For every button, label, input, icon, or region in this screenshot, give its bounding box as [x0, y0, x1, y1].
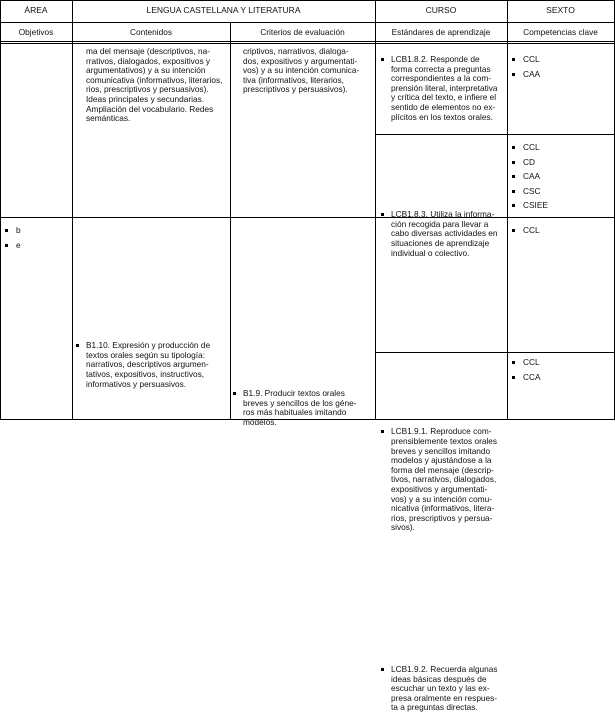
subheader-objetivos: Objetivos: [18, 27, 54, 37]
subheader-divider-a: [0, 41, 615, 42]
competencia-item: CSIEE: [512, 201, 607, 211]
bullet-icon: [233, 392, 236, 395]
competencia-item: CCL: [512, 55, 607, 65]
header-area: ÁREA: [24, 5, 48, 15]
competencia-item: CSC: [512, 187, 607, 197]
competencia-item: CD: [512, 158, 607, 168]
competencia-item: CAA: [512, 172, 607, 182]
standard-lcb1-8-3: LCB1.8.3. Utiliza la informa- ción recogida para llevar a cabo diversas actividades en situaciones de aprendizaje individual o colectivo.: [381, 210, 513, 258]
competencia-item: CCL: [512, 143, 607, 153]
subheader-criterios: Criterios de evaluación: [260, 27, 345, 37]
table-border-left: [0, 0, 1, 420]
row2-objetivos: [5, 226, 65, 255]
competencia-item: CCA: [512, 373, 607, 383]
subheader-estandares: Estándares de aprendizaje: [391, 27, 491, 37]
bullet-icon: [381, 213, 384, 216]
row2-criterios: B1.9. Producir textos orales breves y sencillos de los géne- ros más habituales imitando modelos.: [233, 389, 381, 427]
header-curso: CURSO: [425, 5, 457, 15]
competencia-item: CAA: [512, 70, 607, 80]
bullet-icon: [381, 430, 384, 433]
subheader-contenidos: Contenidos: [130, 27, 172, 37]
standard-lcb1-9-1: LCB1.9.1. Reproduce com- prensiblemente textos orales breves y sencillos imitando modelos y ajustándose a la forma del mensaje (descrip- tivos, narrativos, dialogados, expositivos y argumentati- vos) y a su intención comu- nicativa (informativos, litera- rios, prescriptivos y persua- sivos).: [381, 427, 513, 533]
competencia-item: CCL: [512, 226, 607, 236]
col-divider-1: [72, 0, 73, 420]
competencias-lcb1-9-2: [512, 358, 607, 387]
row1-criterios: criptivos, narrativos, dialoga- dos, expositivos y argumentati- vos) y a su intención comunica- tiva (informativos, literarios, prescriptivos y persuasivos).: [243, 46, 360, 95]
header-sexto: SEXTO: [546, 5, 575, 15]
row2-contenidos: B1.10. Expresión y producción de textos orales según su tipología: narrativos, descriptivos argumen- tativos, expositivos, instructivos, informativos y persuasivos.: [76, 341, 236, 389]
competencias-lcb1-9-1: [512, 226, 607, 241]
header-subject: LENGUA CASTELLANA Y LITERATURA: [146, 5, 301, 15]
bullet-icon: [381, 58, 384, 61]
subheader-competencias: Competencias clave: [523, 27, 598, 37]
competencias-lcb1-8-3: [512, 143, 607, 216]
col-divider-3: [375, 0, 376, 420]
standard-divider-2: [375, 352, 615, 353]
header-divider: [0, 22, 615, 23]
standard-lcb1-9-2: LCB1.9.2. Recuerda algunas ideas básicas después de escuchar un texto y las ex- presa oralmente en respues- ta a preguntas directas.: [381, 665, 513, 713]
row-divider: [0, 217, 615, 218]
bullet-icon: [381, 668, 384, 671]
competencia-item: CCL: [512, 358, 607, 368]
table-border-top: [0, 0, 615, 1]
subheader-divider-b: [0, 43, 615, 44]
standard-lcb1-8-2: LCB1.8.2. Responde de forma correcta a preguntas correspondientes a la com- prensión literal, interpretativa y crítica del texto, e infiere el sentido de elementos no ex- plícitos en los textos orales.: [381, 55, 513, 122]
objetivo-item: e: [5, 241, 65, 251]
row1-contenidos: ma del mensaje (descriptivos, na- rrativos, dialogados, expositivos y argumentativos) y a su intención comunicativa (informativos, literarios, rios, prescriptivos y persuasivos). Ideas principales y secundarias. Ampliación del vocabulario. Redes semánticas.: [86, 46, 223, 124]
competencias-lcb1-8-2: [512, 55, 607, 84]
standard-divider-1: [375, 134, 615, 135]
objetivo-item: b: [5, 226, 65, 236]
bullet-icon: [76, 344, 79, 347]
